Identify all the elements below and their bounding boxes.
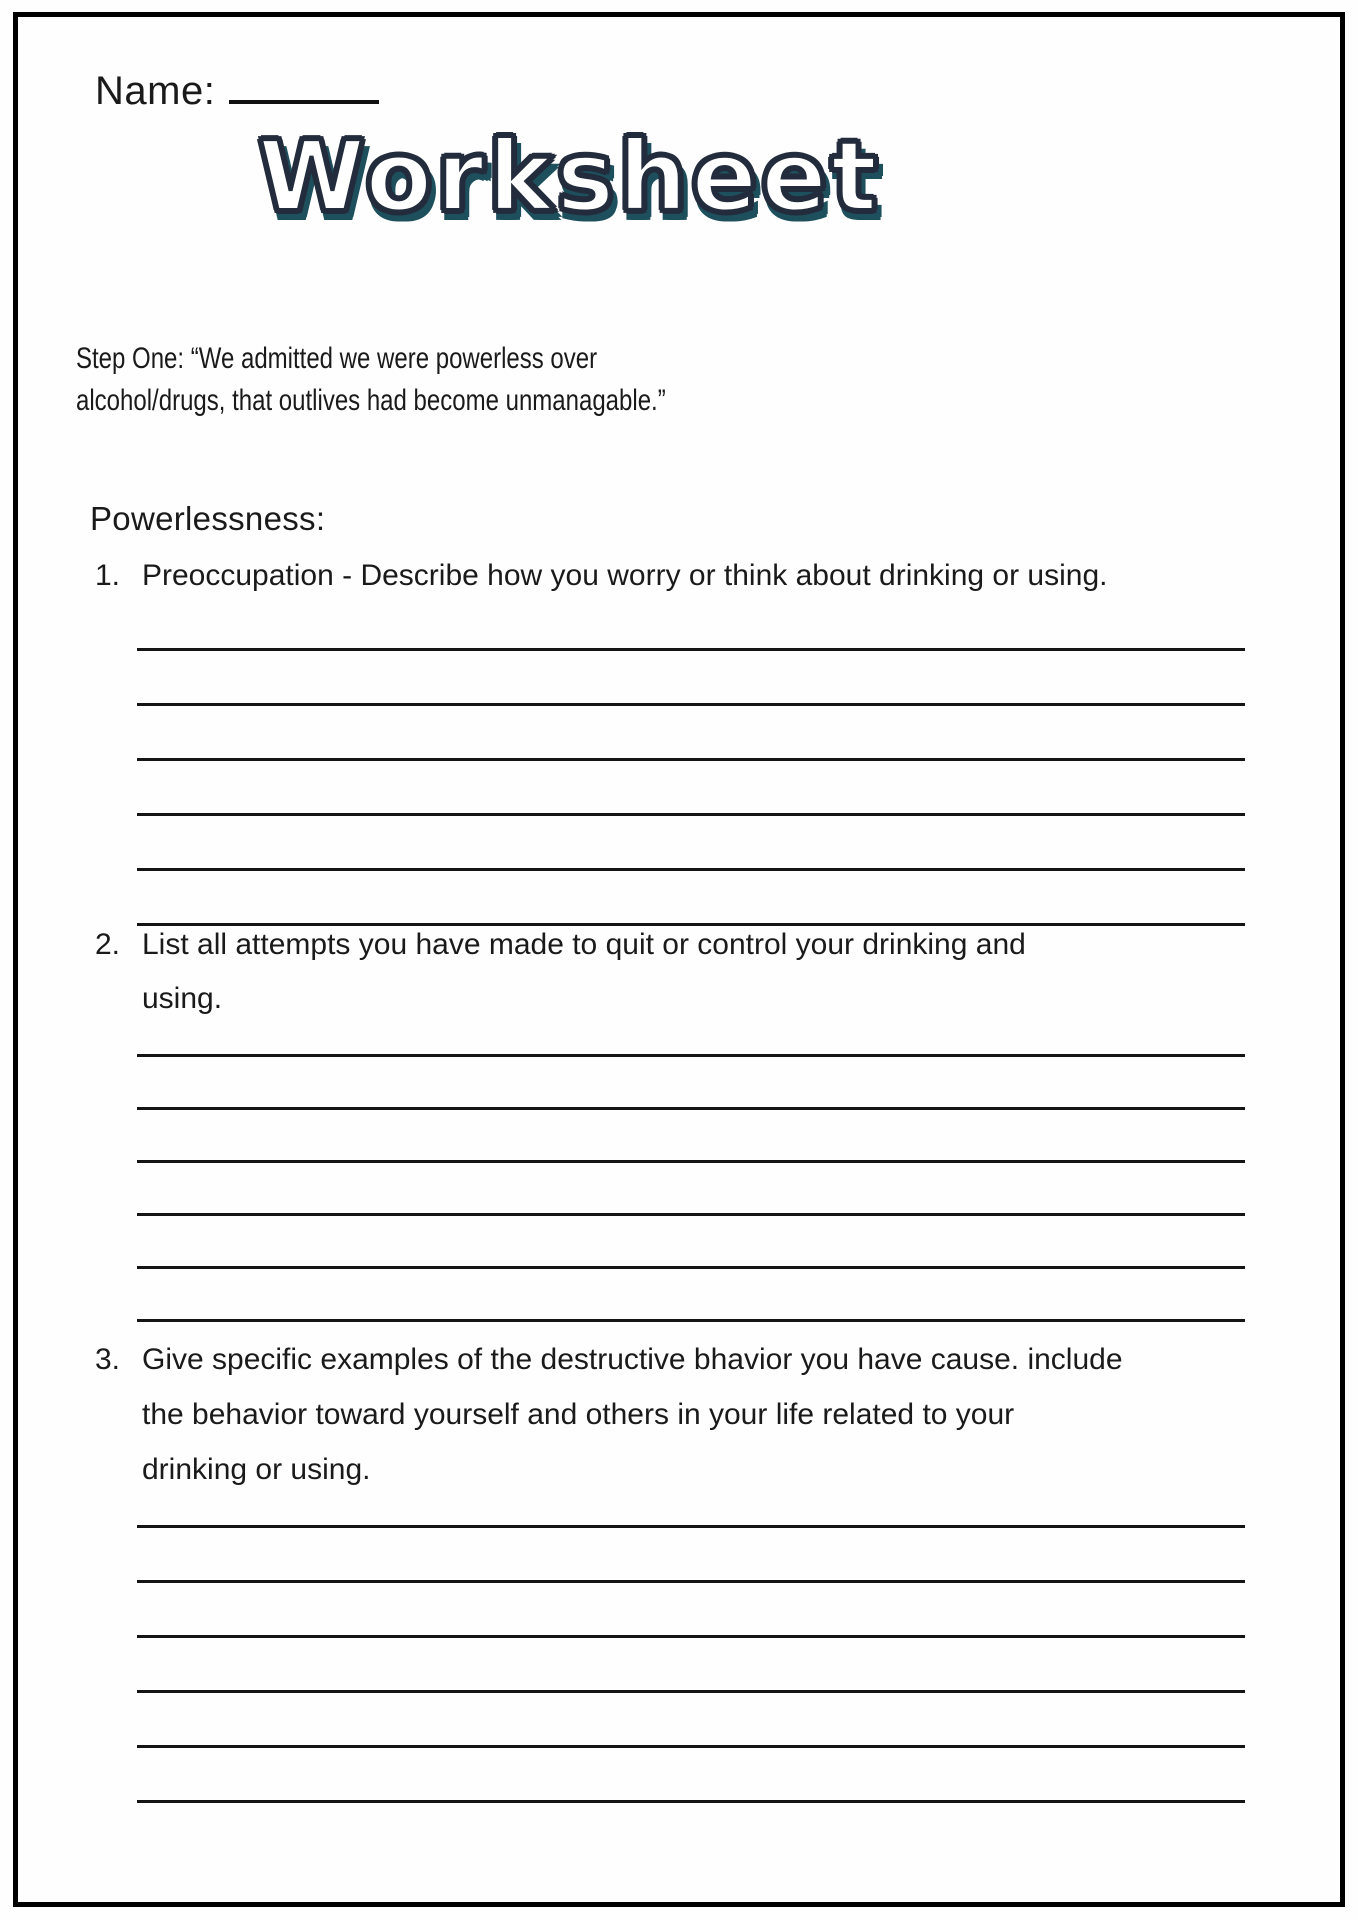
question-item-1 (95, 552, 1245, 926)
question-1-text-line-1: Preoccupation - Describe how you worry or think about drinking or using. (142, 559, 1108, 592)
question-2-answer-lines (137, 1026, 1245, 1322)
question-3-text-line-1: Give specific examples of the destructive bhavior you have cause. include (142, 1343, 1123, 1376)
answer-line (137, 1583, 1245, 1638)
question-3-number: 3. (95, 1343, 121, 1376)
question-1-text (95, 552, 1245, 600)
question-item-3 (95, 1332, 1245, 1803)
question-3-text-line-2: the behavior toward yourself and others in your life related to your (142, 1398, 1015, 1431)
name-row (95, 50, 379, 114)
answer-line (137, 1163, 1245, 1216)
answer-line (137, 1026, 1245, 1057)
answer-line (137, 816, 1245, 871)
answer-line (137, 1748, 1245, 1803)
answer-line (137, 1497, 1245, 1528)
powerlessness-heading: Powerlessness: (90, 500, 326, 537)
question-1-number: 1. (95, 559, 121, 592)
name-blank-line (229, 50, 379, 104)
answer-line (137, 1110, 1245, 1163)
step-one-quote-line-1: Step One: “We admitted we were powerless over (76, 342, 598, 375)
question-1-answer-lines (137, 600, 1245, 926)
answer-line (137, 1528, 1245, 1583)
step-one-quote-line-2: alcohol/drugs, that outlives had become unmanagable.” (76, 384, 666, 417)
answer-line (137, 1693, 1245, 1748)
question-3-text (95, 1332, 1245, 1497)
worksheet-title: Worksheet (258, 120, 882, 233)
answer-line (137, 1216, 1245, 1269)
question-2-text (95, 918, 1245, 1026)
question-3-text-line-3: drinking or using. (142, 1453, 371, 1486)
step-one-quote (76, 338, 666, 422)
question-2-text-line-1: List all attempts you have made to quit or control your drinking and (142, 928, 1026, 961)
answer-line (137, 761, 1245, 816)
answer-line (137, 1638, 1245, 1693)
question-3-answer-lines (137, 1497, 1245, 1803)
answer-line (137, 651, 1245, 706)
question-item-2 (95, 918, 1245, 1322)
answer-line (137, 706, 1245, 761)
name-label: Name: (95, 69, 216, 113)
question-2-text-line-2: using. (142, 982, 223, 1015)
question-2-number: 2. (95, 928, 121, 961)
answer-line (137, 1269, 1245, 1322)
answer-line (137, 600, 1245, 651)
answer-line (137, 1057, 1245, 1110)
